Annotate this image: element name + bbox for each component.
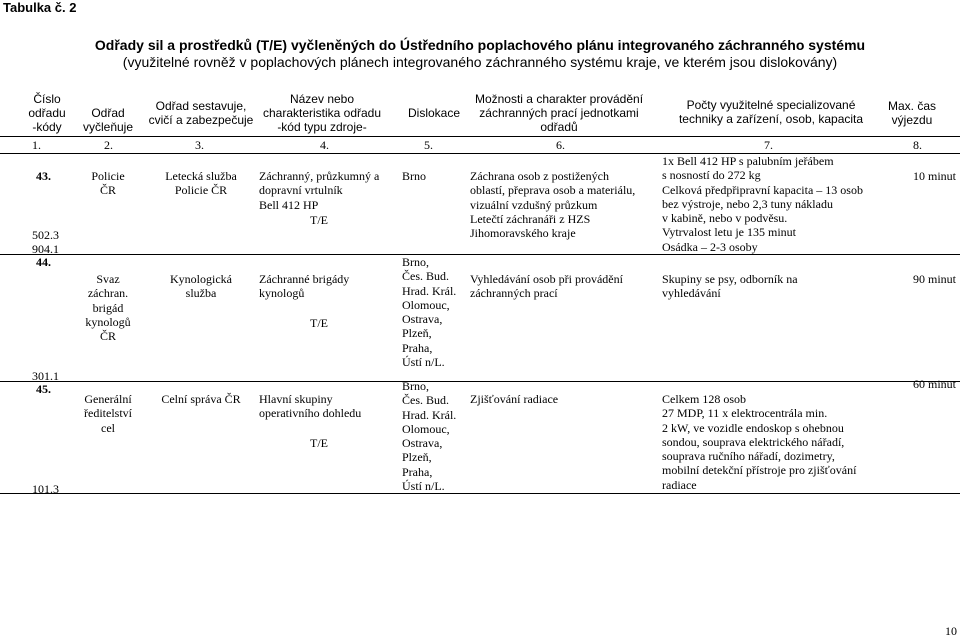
column-number: 4. [320,138,329,152]
row-type-code: T/E [310,436,328,450]
column-number: 3. [195,138,204,152]
header-sestavuje: Odřad sestavuje, cvičí a zabezpečuje [148,99,254,127]
row-dislokace: Brno, Čes. Bud. Hrad. Král. Olomouc, Ostrava, Plzeň, Praha, Ústí n/L. [402,379,457,494]
header-divider [0,136,960,137]
row-codes: 301.1 [32,369,59,383]
row-moznosti: Zjišťování radiace [470,392,559,406]
row-type-code: T/E [310,316,328,330]
table-label: Tabulka č. 2 [3,0,77,15]
row-number: 45. [36,382,51,396]
document-subtitle: (využitelné rovněž v poplachových plánech integrovaného záchranného systému kraje, ve kterém jsou dislokovány) [122,54,838,70]
row-dislokace: Brno [402,169,426,183]
row-vycleneni: Svaz záchran. brigád kynologů ČR [85,272,131,344]
header-cislo: Číslo odřadu -kódy [28,92,66,134]
row-nazev: Hlavní skupiny operativního dohledu [259,392,362,421]
row-type-code: T/E [310,213,328,227]
column-number: 5. [424,138,433,152]
row-vycleneni: Generální ředitelství cel [84,392,132,435]
row-pocty: Skupiny se psy, odborník na vyhledávání [662,272,798,301]
table-bottom-rule [0,493,960,494]
header-pocty: Počty využitelné specializované techniky a zařízení, osob, kapacita [678,98,864,126]
row-codes: 502.3 904.1 [32,228,59,257]
row-number: 43. [36,169,51,183]
column-number: 8. [913,138,922,152]
header-dislokace: Dislokace [407,106,461,120]
column-number: 6. [556,138,565,152]
row-divider [0,254,960,255]
row-dislokace: Brno, Čes. Bud. Hrad. Král. Olomouc, Ostrava, Plzeň, Praha, Ústí n/L. [402,255,457,370]
row-number: 44. [36,255,51,269]
row-nazev: Záchranné brigády kynologů [259,272,350,301]
column-number: 7. [764,138,773,152]
row-vycleneni: Policie ČR [91,169,125,198]
row-pocty: 1x Bell 412 HP s palubním jeřábem s nosností do 272 kg Celková předpřipravní kapacita – 13 osob bez výstroje, nebo 2,3 tuny nákladu v kabině, nebo v podvěsu. Vytrvalost letu je 135 minut Osádka – 2-3 osoby [662,154,863,254]
row-sestavuje: Kynologická služba [170,272,232,301]
row-sestavuje: Letecká služba Policie ČR [165,169,237,198]
header-vycleneni: Odřad vyčleňuje [82,106,134,134]
header-moznosti: Možnosti a charakter provádění záchranných prací jednotkami odřadů [474,92,644,134]
row-nazev: Záchranný, průzkumný a dopravní vrtulník Bell 412 HP [259,169,380,212]
header-cas: Max. čas výjezdu [887,99,936,127]
row-divider [0,381,960,382]
header-nazev: Název nebo charakteristika odřadu -kód typu zdroje- [262,92,382,134]
row-pocty: Celkem 128 osob 27 MDP, 11 x elektrocentrála min. 2 kW, ve vozidle endoskop s ohebnou sondou, souprava elektrického nářadí, souprava ručního nářadí, dozimetry, mobilní detekční přístroje pro zjišťování radiace [662,392,857,492]
column-number: 2. [104,138,113,152]
row-sestavuje: Celní správa ČR [161,392,241,406]
column-number: 1. [32,138,41,152]
units-table [0,92,960,494]
row-codes: 101.3 [32,482,59,496]
row-cas: 90 minut [912,272,956,286]
row-cas: 60 minut [912,377,956,391]
row-cas: 10 minut [912,169,956,183]
row-moznosti: Záchrana osob z postižených oblastí, přeprava osob a materiálu, vizuální vzdušný průzkum Letečtí záchranáři z HZS Jihomoravského kraje [470,169,636,241]
row-moznosti: Vyhledávání osob při provádění záchranných prací [470,272,623,301]
page-number: 10 [945,624,957,638]
document-title: Odřady sil a prostředků (T/E) vyčleněných do Ústředního poplachového plánu integrovaného záchranného systému [94,37,866,53]
